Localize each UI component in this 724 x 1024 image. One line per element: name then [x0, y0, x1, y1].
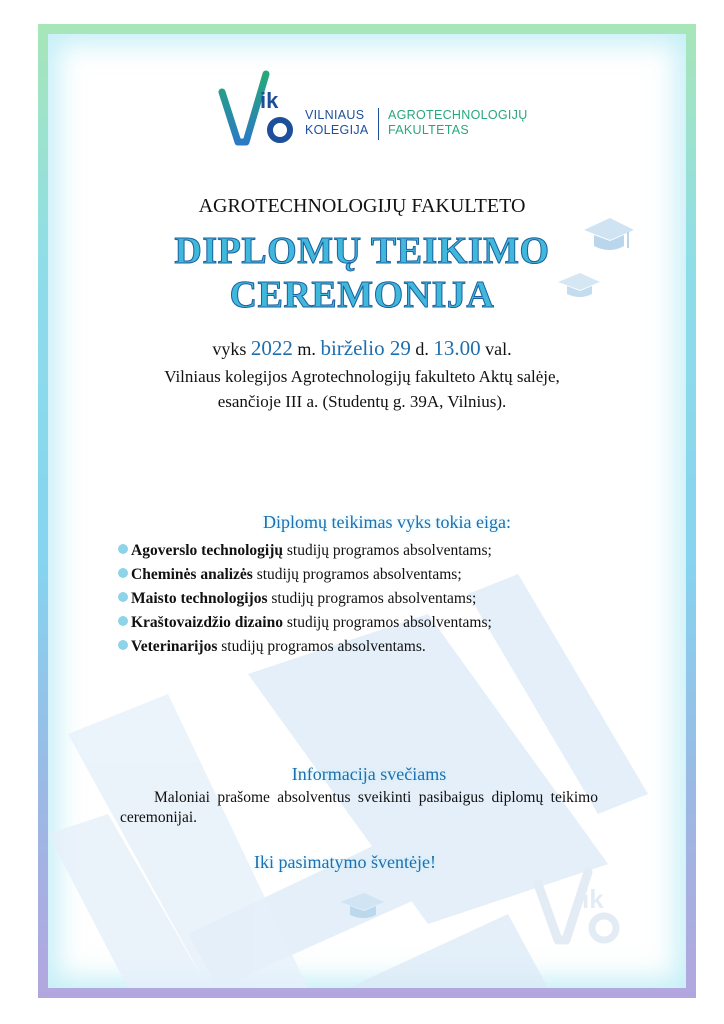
program-description: studijų programos absolventams; — [282, 614, 492, 631]
event-datetime — [0, 336, 724, 361]
guest-info-heading: Informacija svečiams — [291, 764, 447, 784]
event-location-line2: esančioje III a. (Studentų g. 39A, Vilnius). — [217, 392, 507, 411]
watermark-letters: ik — [582, 884, 604, 914]
logo-left-line2: KOLEGIJA — [305, 123, 369, 137]
program-name: Cheminės analizės — [131, 566, 253, 583]
ceremony-title-line1: DIPLOMŲ TEIKIMO — [174, 230, 550, 272]
event-year: 2022 — [250, 336, 293, 360]
event-location-line1: Vilniaus kolegijos Agrotechnologijų fakulteto Aktų salėje, — [164, 367, 560, 386]
logo-left-line1: VILNIAUS — [305, 108, 365, 122]
faculty-heading: AGROTECHNOLOGIJŲ FAKULTETO — [198, 195, 526, 217]
logo-letters: ik — [260, 88, 279, 113]
logo-right-line1: AGROTECHNOLOGIJŲ — [388, 108, 528, 122]
bullet-icon — [118, 592, 128, 602]
list-item — [118, 564, 492, 588]
program-name: Veterinarijos — [131, 638, 218, 655]
program-description: studijų programos absolventams. — [217, 638, 426, 655]
logo-faculty-name — [388, 108, 528, 138]
bullet-icon — [118, 544, 128, 554]
list-item — [118, 540, 492, 564]
event-prefix: vyks — [212, 339, 247, 359]
guest-info-text: Maloniai prašome absolventus sveikinti pasibaigus diplomų teikimo ceremonijai. — [120, 789, 598, 826]
program-name: Agoverslo technologijų — [131, 542, 283, 559]
graduation-cap-icon — [338, 890, 386, 926]
program-description: studijų programos absolventams; — [252, 566, 462, 583]
event-date-suffix: d. — [415, 339, 429, 359]
program-description: studijų programos absolventams; — [267, 590, 477, 607]
program-description: studijų programos absolventams; — [282, 542, 492, 559]
bullet-icon — [118, 568, 128, 578]
logo-divider — [378, 108, 379, 140]
list-item — [118, 612, 492, 636]
bullet-icon — [118, 640, 128, 650]
viko-logo-mark — [216, 70, 296, 150]
event-date: birželio 29 — [320, 336, 411, 360]
event-time: 13.00 — [433, 336, 481, 360]
program-name: Maisto technologijos — [131, 590, 268, 607]
logo-institution-name — [305, 108, 369, 138]
event-year-suffix: m. — [297, 339, 316, 359]
event-time-suffix: val. — [485, 339, 512, 359]
programs-heading: Diplomų teikimas vyks tokia eiga: — [263, 512, 511, 532]
program-name: Kraštovaizdžio dizaino — [131, 614, 283, 631]
logo-right-line2: FAKULTETAS — [388, 123, 470, 137]
ceremony-title-line2: CEREMONIJA — [229, 274, 495, 316]
list-item — [118, 636, 492, 660]
bullet-icon — [118, 616, 128, 626]
list-item — [118, 588, 492, 612]
programs-list — [118, 540, 492, 660]
closing-message: Iki pasimatymo šventėje! — [254, 852, 436, 872]
viko-watermark-logo — [528, 860, 628, 950]
